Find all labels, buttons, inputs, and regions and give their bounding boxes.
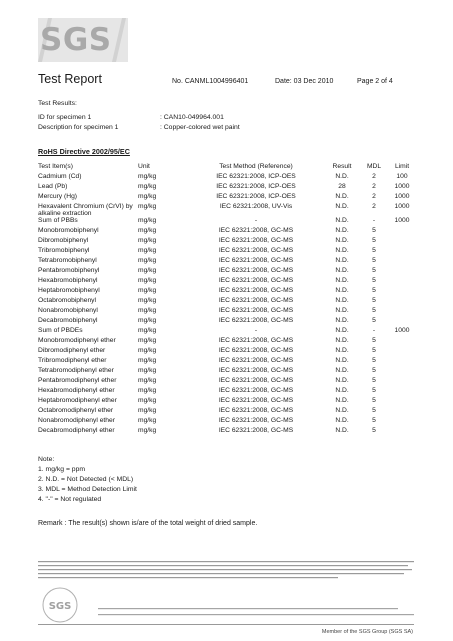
table-row	[38, 347, 416, 357]
cell-result: N.D.	[335, 407, 349, 414]
cell-mdl: 5	[372, 237, 376, 244]
cell-method: IEC 62321:2008, GC-MS	[218, 387, 294, 394]
specimen-id-value: : CAN10-049964.001	[160, 114, 224, 121]
table-row	[38, 307, 416, 317]
cell-mdl: 2	[372, 183, 376, 190]
cell-result: N.D.	[335, 367, 349, 374]
cell-unit: mg/kg	[138, 407, 157, 414]
cell-result: N.D.	[335, 267, 349, 274]
table-row	[38, 357, 416, 367]
cell-limit	[388, 227, 416, 237]
cell-item: Pentabromobiphenyl	[38, 267, 100, 274]
table-row	[38, 287, 416, 297]
results-heading: Test Results:	[38, 100, 77, 107]
table-row	[38, 417, 416, 427]
cell-method: IEC 62321:2008, GC-MS	[218, 357, 294, 364]
note-item: 1. mg/kg = ppm	[38, 466, 86, 473]
cell-unit: mg/kg	[138, 173, 157, 180]
cell-method: -	[254, 327, 258, 334]
cell-limit	[388, 427, 416, 437]
cell-limit	[388, 297, 416, 307]
cell-unit: mg/kg	[138, 247, 157, 254]
results-table	[38, 163, 416, 437]
table-row	[38, 203, 416, 217]
cell-limit	[388, 287, 416, 297]
cell-unit: mg/kg	[138, 183, 157, 190]
cell-limit	[388, 277, 416, 287]
cell-method: IEC 62321:2008, GC-MS	[218, 297, 294, 304]
cell-unit: mg/kg	[138, 237, 157, 244]
cell-unit: mg/kg	[138, 277, 157, 284]
cell-method: IEC 62321:2008, GC-MS	[218, 397, 294, 404]
col-header-method: Test Method (Reference)	[219, 163, 293, 170]
cell-unit: mg/kg	[138, 377, 157, 384]
cell-method: IEC 62321:2008, GC-MS	[218, 417, 294, 424]
cell-method: IEC 62321:2008, GC-MS	[218, 277, 294, 284]
stamp-text: SGS	[48, 601, 72, 612]
table-row	[38, 247, 416, 257]
report-number: No. CANML1004996401	[172, 78, 249, 85]
cell-limit: 1000	[394, 327, 410, 334]
col-header-item: Test Item(s)	[38, 163, 73, 170]
cell-method: IEC 62321:2008, GC-MS	[218, 257, 294, 264]
cell-mdl: 5	[372, 337, 376, 344]
cell-method: IEC 62321:2008, GC-MS	[218, 287, 294, 294]
cell-method: -	[254, 217, 258, 224]
cell-item: Decabromobiphenyl	[38, 317, 98, 324]
col-header-mdl: MDL	[366, 163, 382, 170]
cell-item: Dibromobiphenyl	[38, 237, 89, 244]
cell-unit: mg/kg	[138, 217, 157, 224]
cell-unit: mg/kg	[138, 367, 157, 374]
cell-mdl: 5	[372, 377, 376, 384]
cell-limit	[388, 247, 416, 257]
cell-limit	[388, 337, 416, 347]
cell-method: IEC 62321:2008, GC-MS	[218, 407, 294, 414]
cell-result: N.D.	[335, 237, 349, 244]
cell-unit: mg/kg	[138, 317, 157, 324]
report-title: Test Report	[38, 72, 102, 86]
cell-unit: mg/kg	[138, 327, 157, 334]
results-table-body	[38, 173, 416, 437]
cell-method: IEC 62321:2008, GC-MS	[218, 427, 294, 434]
cell-method: IEC 62321:2008, GC-MS	[218, 347, 294, 354]
cell-mdl: 5	[372, 407, 376, 414]
cell-result: N.D.	[335, 277, 349, 284]
specimen-desc-value: : Copper-colored wet paint	[160, 124, 240, 131]
table-row	[38, 277, 416, 287]
cell-result: N.D.	[335, 287, 349, 294]
cell-mdl: 5	[372, 357, 376, 364]
cell-mdl: 5	[372, 257, 376, 264]
cell-limit: 1000	[394, 183, 410, 190]
remark-text: Remark : The result(s) shown is/are of the total weight of dried sample.	[38, 520, 258, 527]
cell-item: Sum of PBDEs	[38, 327, 83, 334]
cell-result: N.D.	[335, 347, 349, 354]
cell-unit: mg/kg	[138, 427, 157, 434]
table-row	[38, 183, 416, 193]
table-row	[38, 267, 416, 277]
cell-method: IEC 62321:2008, GC-MS	[218, 227, 294, 234]
cell-unit: mg/kg	[138, 227, 157, 234]
cell-mdl: 5	[372, 297, 376, 304]
cell-result: N.D.	[335, 173, 349, 180]
cell-limit: 1000	[394, 217, 410, 224]
table-row	[38, 317, 416, 327]
cell-limit	[388, 407, 416, 417]
table-row	[38, 237, 416, 247]
cell-method: IEC 62321:2008, GC-MS	[218, 367, 294, 374]
cell-limit	[388, 397, 416, 407]
cell-item: Tribromodiphenyl ether	[38, 357, 107, 364]
logo-text: SGS	[40, 22, 112, 58]
table-row	[38, 257, 416, 267]
cell-result: N.D.	[335, 257, 349, 264]
cell-item: Monobromodiphenyl ether	[38, 337, 116, 344]
note-item: 4. "-" = Not regulated	[38, 496, 102, 503]
cell-limit	[388, 237, 416, 247]
cell-mdl: 5	[372, 277, 376, 284]
cell-result: N.D.	[335, 357, 349, 364]
note-item: 2. N.D. = Not Detected (< MDL)	[38, 476, 134, 483]
cell-item: Lead (Pb)	[38, 183, 68, 190]
cell-mdl: 5	[372, 307, 376, 314]
cell-method: IEC 62321:2008, ICP-OES	[216, 183, 296, 190]
cell-unit: mg/kg	[138, 193, 157, 200]
cell-result: N.D.	[335, 307, 349, 314]
cell-result: N.D.	[335, 317, 349, 324]
cell-result: N.D.	[335, 377, 349, 384]
note-item: 3. MDL = Method Detection Limit	[38, 486, 137, 493]
cell-item: Mercury (Hg)	[38, 193, 78, 200]
cell-item: Hexabromobiphenyl	[38, 277, 98, 284]
cell-limit	[388, 367, 416, 377]
cell-item: Heptabromobiphenyl	[38, 287, 100, 294]
table-row	[38, 337, 416, 347]
cell-unit: mg/kg	[138, 347, 157, 354]
cell-limit: 1000	[394, 203, 410, 210]
col-header-result: Result	[332, 163, 352, 170]
cell-method: IEC 62321:2008, GC-MS	[218, 267, 294, 274]
table-row	[38, 407, 416, 417]
cell-result: N.D.	[335, 337, 349, 344]
cell-limit	[388, 267, 416, 277]
cell-item: Pentabromodiphenyl ether	[38, 377, 117, 384]
cell-mdl: -	[372, 217, 376, 224]
cell-result: N.D.	[335, 387, 349, 394]
cell-method: IEC 62321:2008, GC-MS	[218, 307, 294, 314]
footer-address-lines	[98, 606, 414, 620]
cell-mdl: 5	[372, 387, 376, 394]
table-row	[38, 377, 416, 387]
cell-method: IEC 62321:2008, ICP-OES	[216, 193, 296, 200]
table-row	[38, 387, 416, 397]
cell-mdl: 5	[372, 247, 376, 254]
cell-item: Sum of PBBs	[38, 217, 78, 224]
section-title: RoHS Directive 2002/95/EC	[38, 147, 130, 156]
cell-result: N.D.	[335, 227, 349, 234]
cell-unit: mg/kg	[138, 417, 157, 424]
table-row	[38, 173, 416, 183]
cell-result: N.D.	[335, 427, 349, 434]
cell-limit	[388, 257, 416, 267]
notes-block	[38, 455, 137, 505]
cell-result: N.D.	[335, 297, 349, 304]
cell-result: N.D.	[335, 247, 349, 254]
col-header-unit: Unit	[138, 163, 150, 170]
cell-unit: mg/kg	[138, 287, 157, 294]
specimen-id-label: ID for specimen 1	[38, 114, 92, 121]
table-row	[38, 227, 416, 237]
cell-mdl: 5	[372, 367, 376, 374]
cell-limit	[388, 377, 416, 387]
cell-unit: mg/kg	[138, 337, 157, 344]
cell-mdl: 5	[372, 427, 376, 434]
cell-mdl: 2	[372, 193, 376, 200]
footer-divider	[38, 624, 414, 625]
cell-item: Hexabromodiphenyl ether	[38, 387, 115, 394]
cell-method: IEC 62321:2008, GC-MS	[218, 317, 294, 324]
table-row	[38, 193, 416, 203]
cell-mdl: 2	[372, 173, 376, 180]
table-row	[38, 367, 416, 377]
cell-item: Tetrabromodiphenyl ether	[38, 367, 114, 374]
cell-mdl: -	[372, 327, 376, 334]
cell-method: IEC 62321:2008, GC-MS	[218, 247, 294, 254]
cell-limit	[388, 317, 416, 327]
col-header-limit: Limit	[394, 163, 410, 170]
cell-result: N.D.	[335, 193, 349, 200]
cell-mdl: 5	[372, 347, 376, 354]
cell-item: Cadmium (Cd)	[38, 173, 82, 180]
cell-mdl: 5	[372, 227, 376, 234]
report-date: Date: 03 Dec 2010	[275, 78, 334, 85]
cell-item: Octabromodiphenyl ether	[38, 407, 114, 414]
cell-limit	[388, 357, 416, 367]
cell-item: Decabromodiphenyl ether	[38, 427, 115, 434]
cell-unit: mg/kg	[138, 203, 157, 210]
cell-result: N.D.	[335, 397, 349, 404]
cell-method: IEC 62321:2008, GC-MS	[218, 377, 294, 384]
cell-mdl: 5	[372, 317, 376, 324]
cell-item: Hexavalent Chromium (CrVI) by alkaline extraction	[38, 203, 133, 217]
cell-mdl: 5	[372, 397, 376, 404]
fine-print-disclaimer	[38, 560, 414, 580]
cell-unit: mg/kg	[138, 357, 157, 364]
notes-heading: Note:	[38, 456, 55, 463]
cell-item: Dibromodiphenyl ether	[38, 347, 106, 354]
cell-result: N.D.	[335, 203, 349, 210]
cell-item: Nonabromobiphenyl	[38, 307, 98, 314]
cell-method: IEC 62321:2008, GC-MS	[218, 337, 294, 344]
cell-unit: mg/kg	[138, 267, 157, 274]
page-indicator: Page 2 of 4	[357, 78, 393, 85]
cell-unit: mg/kg	[138, 257, 157, 264]
cell-unit: mg/kg	[138, 397, 157, 404]
table-row	[38, 327, 416, 337]
cell-limit	[388, 347, 416, 357]
cell-unit: mg/kg	[138, 307, 157, 314]
cell-limit	[388, 417, 416, 427]
table-row	[38, 427, 416, 437]
cell-result: 28	[338, 183, 346, 190]
cell-item: Heptabromodiphenyl ether	[38, 397, 117, 404]
table-row	[38, 397, 416, 407]
table-row	[38, 217, 416, 227]
cell-unit: mg/kg	[138, 387, 157, 394]
sgs-stamp-icon	[40, 585, 80, 625]
cell-unit: mg/kg	[138, 297, 157, 304]
cell-mdl: 2	[372, 203, 376, 210]
cell-limit	[388, 387, 416, 397]
cell-item: Octabromobiphenyl	[38, 297, 96, 304]
cell-method: IEC 62321:2008, ICP-OES	[216, 173, 296, 180]
cell-result: N.D.	[335, 217, 349, 224]
footer-member-text: Member of the SGS Group (SGS SA)	[321, 629, 413, 635]
cell-item: Nonabromodiphenyl ether	[38, 417, 115, 424]
cell-method: IEC 62321:2008, UV-Vis	[219, 203, 293, 210]
cell-limit: 100	[396, 173, 408, 180]
cell-mdl: 5	[372, 287, 376, 294]
cell-limit	[388, 307, 416, 317]
specimen-desc-label: Description for specimen 1	[38, 124, 119, 131]
cell-item: Tetrabromobiphenyl	[38, 257, 97, 264]
cell-result: N.D.	[335, 327, 349, 334]
cell-limit: 1000	[394, 193, 410, 200]
cell-result: N.D.	[335, 417, 349, 424]
cell-method: IEC 62321:2008, GC-MS	[218, 237, 294, 244]
cell-item: Monobromobiphenyl	[38, 227, 99, 234]
cell-mdl: 5	[372, 267, 376, 274]
table-header-row	[38, 163, 416, 173]
cell-item: Tribromobiphenyl	[38, 247, 90, 254]
table-row	[38, 297, 416, 307]
cell-mdl: 5	[372, 417, 376, 424]
sgs-logo	[38, 16, 128, 62]
